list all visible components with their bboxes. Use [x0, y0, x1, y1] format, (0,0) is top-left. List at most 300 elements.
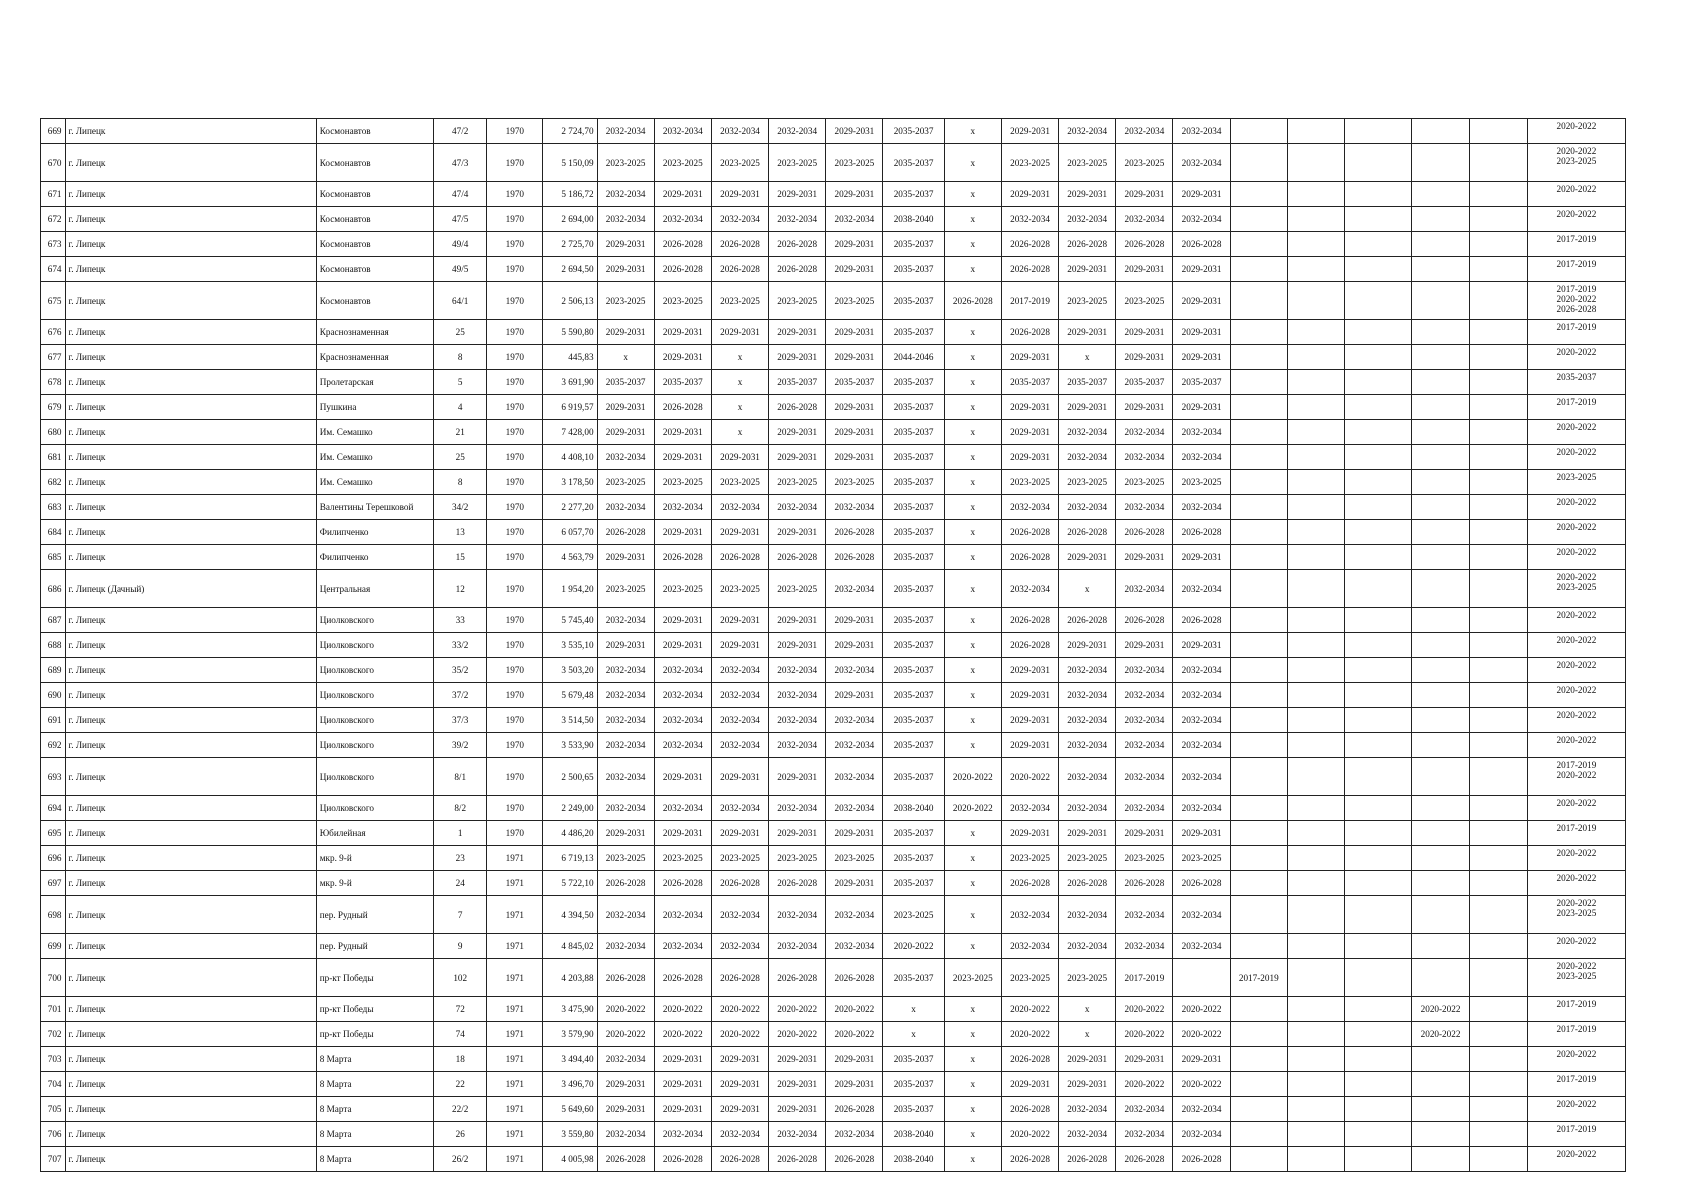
- row-number-cell: 696: [41, 846, 66, 871]
- period-cell: 2026-2028: [1059, 1147, 1116, 1172]
- row-number-cell: 682: [41, 470, 66, 495]
- area-cell: 5 679,48: [543, 683, 597, 708]
- house-number-cell: 15: [434, 545, 487, 570]
- row-number-cell: 704: [41, 1072, 66, 1097]
- actual-period-cell: 2020-2022: [1527, 445, 1625, 470]
- row-number-cell: 694: [41, 796, 66, 821]
- period-cell: [1469, 733, 1527, 758]
- period-cell: 2035-2037: [883, 282, 944, 320]
- period-cell: 2026-2028: [769, 232, 826, 257]
- period-cell: 2029-2031: [1001, 733, 1058, 758]
- period-cell: [1345, 846, 1412, 871]
- table-row: [41, 1097, 1626, 1122]
- house-number-cell: 37/3: [434, 708, 487, 733]
- period-cell: 2035-2037: [883, 257, 944, 282]
- period-cell: [1345, 821, 1412, 846]
- period-cell: [1345, 320, 1412, 345]
- row-number-cell: 674: [41, 257, 66, 282]
- actual-period-cell: 2020-2022: [1527, 796, 1625, 821]
- period-cell: [1412, 445, 1469, 470]
- period-cell: 2026-2028: [711, 1147, 768, 1172]
- table-row: [41, 708, 1626, 733]
- period-cell: [1287, 796, 1344, 821]
- period-cell: [1469, 821, 1527, 846]
- period-cell: 2035-2037: [883, 1072, 944, 1097]
- period-cell: 2026-2028: [769, 257, 826, 282]
- period-cell: [1287, 1147, 1344, 1172]
- period-cell: 2032-2034: [1059, 683, 1116, 708]
- area-cell: 3 535,10: [543, 633, 597, 658]
- house-number-cell: 26: [434, 1122, 487, 1147]
- year-cell: 1970: [487, 733, 543, 758]
- period-cell: [1412, 119, 1469, 144]
- period-cell: x: [944, 520, 1001, 545]
- table-row: [41, 144, 1626, 182]
- street-cell: пр-кт Победы: [316, 959, 433, 997]
- period-cell: 2032-2034: [1001, 934, 1058, 959]
- city-cell: г. Липецк: [65, 232, 316, 257]
- period-cell: [1345, 395, 1412, 420]
- period-cell: 2032-2034: [1173, 896, 1230, 934]
- period-cell: [1469, 708, 1527, 733]
- period-cell: 2032-2034: [826, 934, 883, 959]
- period-cell: 2029-2031: [711, 182, 768, 207]
- period-cell: 2026-2028: [826, 1097, 883, 1122]
- period-cell: 2035-2037: [883, 708, 944, 733]
- period-cell: 2029-2031: [1001, 395, 1058, 420]
- period-cell: 2032-2034: [654, 495, 711, 520]
- period-cell: 2035-2037: [1116, 370, 1173, 395]
- period-cell: 2029-2031: [826, 683, 883, 708]
- period-cell: 2017-2019: [1116, 959, 1173, 997]
- period-cell: 2029-2031: [654, 608, 711, 633]
- period-cell: [1469, 395, 1527, 420]
- year-cell: 1970: [487, 520, 543, 545]
- table-row: [41, 232, 1626, 257]
- period-cell: x: [1059, 570, 1116, 608]
- period-cell: 2035-2037: [1173, 370, 1230, 395]
- street-cell: 8 Марта: [316, 1147, 433, 1172]
- period-cell: [1469, 1072, 1527, 1097]
- period-cell: 2029-2031: [597, 420, 654, 445]
- period-cell: 2032-2034: [826, 896, 883, 934]
- period-cell: 2032-2034: [1116, 658, 1173, 683]
- period-cell: 2029-2031: [597, 545, 654, 570]
- period-cell: 2023-2025: [1001, 846, 1058, 871]
- period-cell: [1412, 282, 1469, 320]
- period-cell: [1230, 257, 1287, 282]
- period-cell: [1345, 733, 1412, 758]
- period-cell: 2029-2031: [1001, 420, 1058, 445]
- period-cell: 2032-2034: [711, 683, 768, 708]
- house-number-cell: 49/4: [434, 232, 487, 257]
- period-cell: 2035-2037: [1001, 370, 1058, 395]
- street-cell: Циолковского: [316, 608, 433, 633]
- period-cell: 2032-2034: [1116, 495, 1173, 520]
- period-cell: 2032-2034: [711, 733, 768, 758]
- period-cell: [1230, 495, 1287, 520]
- period-cell: 2026-2028: [711, 545, 768, 570]
- period-cell: [1287, 997, 1344, 1022]
- period-cell: 2029-2031: [1059, 633, 1116, 658]
- period-cell: 2029-2031: [597, 395, 654, 420]
- period-cell: [1287, 182, 1344, 207]
- house-number-cell: 37/2: [434, 683, 487, 708]
- street-cell: Космонавтов: [316, 182, 433, 207]
- city-cell: г. Липецк: [65, 1047, 316, 1072]
- year-cell: 1970: [487, 232, 543, 257]
- period-cell: 2032-2034: [769, 683, 826, 708]
- city-cell: г. Липецк: [65, 495, 316, 520]
- actual-period-cell: 2020-2022: [1527, 520, 1625, 545]
- city-cell: г. Липецк: [65, 207, 316, 232]
- table-row: [41, 658, 1626, 683]
- period-cell: 2023-2025: [1116, 144, 1173, 182]
- period-cell: 2032-2034: [654, 708, 711, 733]
- period-cell: [1345, 1097, 1412, 1122]
- street-cell: Космонавтов: [316, 257, 433, 282]
- period-cell: [1287, 708, 1344, 733]
- period-cell: 2035-2037: [883, 470, 944, 495]
- city-cell: г. Липецк: [65, 282, 316, 320]
- area-cell: 2 724,70: [543, 119, 597, 144]
- period-cell: [1345, 545, 1412, 570]
- period-cell: x: [944, 420, 1001, 445]
- period-cell: [1412, 345, 1469, 370]
- period-cell: x: [944, 232, 1001, 257]
- row-number-cell: 698: [41, 896, 66, 934]
- street-cell: Пролетарская: [316, 370, 433, 395]
- period-cell: [1345, 182, 1412, 207]
- period-cell: 2023-2025: [1001, 144, 1058, 182]
- period-cell: 2029-2031: [711, 520, 768, 545]
- period-cell: [1469, 959, 1527, 997]
- period-cell: [1469, 144, 1527, 182]
- period-cell: [1345, 144, 1412, 182]
- actual-period-cell: 2017-2019: [1527, 257, 1625, 282]
- period-cell: 2029-2031: [769, 320, 826, 345]
- city-cell: г. Липецк: [65, 520, 316, 545]
- period-cell: 2026-2028: [1173, 608, 1230, 633]
- period-cell: 2026-2028: [1001, 320, 1058, 345]
- period-cell: 2020-2022: [1173, 997, 1230, 1022]
- period-cell: 2032-2034: [1059, 445, 1116, 470]
- house-number-cell: 72: [434, 997, 487, 1022]
- period-cell: 2035-2037: [769, 370, 826, 395]
- period-cell: 2029-2031: [1059, 395, 1116, 420]
- house-number-cell: 64/1: [434, 282, 487, 320]
- period-cell: x: [711, 370, 768, 395]
- period-cell: 2032-2034: [654, 796, 711, 821]
- period-cell: [1412, 1072, 1469, 1097]
- period-cell: x: [944, 257, 1001, 282]
- period-cell: [1230, 796, 1287, 821]
- area-cell: 4 486,20: [543, 821, 597, 846]
- house-number-cell: 49/5: [434, 257, 487, 282]
- period-cell: [1287, 232, 1344, 257]
- row-number-cell: 697: [41, 871, 66, 896]
- period-cell: [1230, 232, 1287, 257]
- house-number-cell: 47/3: [434, 144, 487, 182]
- year-cell: 1970: [487, 758, 543, 796]
- period-cell: 2023-2025: [711, 570, 768, 608]
- table-row: [41, 320, 1626, 345]
- document-page: [40, 118, 1626, 1172]
- period-cell: [1412, 934, 1469, 959]
- period-cell: 2035-2037: [883, 495, 944, 520]
- actual-period-cell: 2017-2019: [1527, 997, 1625, 1022]
- period-cell: 2032-2034: [769, 495, 826, 520]
- period-cell: 2023-2025: [654, 144, 711, 182]
- period-cell: 2032-2034: [1173, 733, 1230, 758]
- area-cell: 3 691,90: [543, 370, 597, 395]
- year-cell: 1970: [487, 495, 543, 520]
- row-number-cell: 707: [41, 1147, 66, 1172]
- year-cell: 1971: [487, 1097, 543, 1122]
- table-row: [41, 1047, 1626, 1072]
- period-cell: [1287, 633, 1344, 658]
- period-cell: 2032-2034: [1173, 495, 1230, 520]
- period-cell: 2032-2034: [711, 658, 768, 683]
- period-cell: x: [944, 934, 1001, 959]
- year-cell: 1970: [487, 119, 543, 144]
- period-cell: x: [944, 608, 1001, 633]
- house-number-cell: 39/2: [434, 733, 487, 758]
- period-cell: 2020-2022: [944, 758, 1001, 796]
- period-cell: 2032-2034: [597, 119, 654, 144]
- period-cell: 2029-2031: [654, 445, 711, 470]
- period-cell: [1287, 1097, 1344, 1122]
- street-cell: Циолковского: [316, 758, 433, 796]
- row-number-cell: 693: [41, 758, 66, 796]
- street-cell: Космонавтов: [316, 144, 433, 182]
- period-cell: 2026-2028: [944, 282, 1001, 320]
- actual-period-cell: 2020-2022: [1527, 683, 1625, 708]
- street-cell: Им. Семашко: [316, 470, 433, 495]
- period-cell: 2023-2025: [1116, 282, 1173, 320]
- period-cell: 2020-2022: [1173, 1022, 1230, 1047]
- city-cell: г. Липецк: [65, 545, 316, 570]
- city-cell: г. Липецк: [65, 182, 316, 207]
- period-cell: 2035-2037: [883, 733, 944, 758]
- street-cell: Юбилейная: [316, 821, 433, 846]
- period-cell: 2038-2040: [883, 796, 944, 821]
- period-cell: 2035-2037: [883, 420, 944, 445]
- period-cell: [1230, 997, 1287, 1022]
- period-cell: 2044-2046: [883, 345, 944, 370]
- period-cell: 2029-2031: [826, 633, 883, 658]
- period-cell: 2035-2037: [883, 395, 944, 420]
- house-number-cell: 34/2: [434, 495, 487, 520]
- actual-period-cell: 2020-2022: [1527, 871, 1625, 896]
- period-cell: x: [944, 495, 1001, 520]
- period-cell: 2029-2031: [1059, 545, 1116, 570]
- period-cell: 2026-2028: [1116, 520, 1173, 545]
- period-cell: [1345, 758, 1412, 796]
- row-number-cell: 702: [41, 1022, 66, 1047]
- period-cell: [1412, 232, 1469, 257]
- period-cell: 2035-2037: [883, 959, 944, 997]
- period-cell: 2023-2025: [654, 470, 711, 495]
- area-cell: 1 954,20: [543, 570, 597, 608]
- table-row: [41, 520, 1626, 545]
- period-cell: [1469, 257, 1527, 282]
- street-cell: Космонавтов: [316, 282, 433, 320]
- actual-period-cell: 2035-2037: [1527, 370, 1625, 395]
- period-cell: [1469, 1047, 1527, 1072]
- city-cell: г. Липецк: [65, 896, 316, 934]
- period-cell: 2038-2040: [883, 1122, 944, 1147]
- period-cell: [1230, 144, 1287, 182]
- actual-period-cell: 2020-2022: [1527, 345, 1625, 370]
- period-cell: 2032-2034: [711, 495, 768, 520]
- period-cell: 2032-2034: [1173, 683, 1230, 708]
- year-cell: 1970: [487, 445, 543, 470]
- house-number-cell: 8: [434, 345, 487, 370]
- period-cell: x: [1059, 1022, 1116, 1047]
- period-cell: 2023-2025: [826, 144, 883, 182]
- period-cell: x: [944, 1097, 1001, 1122]
- row-number-cell: 703: [41, 1047, 66, 1072]
- period-cell: 2035-2037: [883, 1047, 944, 1072]
- actual-period-cell: 2020-2022: [1527, 545, 1625, 570]
- period-cell: [1230, 1022, 1287, 1047]
- period-cell: [1412, 182, 1469, 207]
- period-cell: 2023-2025: [1059, 144, 1116, 182]
- period-cell: [1469, 1147, 1527, 1172]
- period-cell: [1230, 846, 1287, 871]
- period-cell: 2029-2031: [826, 182, 883, 207]
- period-cell: [1287, 495, 1344, 520]
- actual-period-cell: 2017-2019: [1527, 1122, 1625, 1147]
- period-cell: 2029-2031: [769, 420, 826, 445]
- period-cell: 2029-2031: [826, 257, 883, 282]
- period-cell: 2032-2034: [826, 495, 883, 520]
- house-number-cell: 8: [434, 470, 487, 495]
- house-number-cell: 4: [434, 395, 487, 420]
- period-cell: [1469, 1122, 1527, 1147]
- period-cell: 2032-2034: [1116, 1122, 1173, 1147]
- period-cell: x: [883, 997, 944, 1022]
- actual-period-cell: 2020-2022 2023-2025: [1527, 570, 1625, 608]
- period-cell: 2020-2022: [1173, 1072, 1230, 1097]
- period-cell: [1230, 545, 1287, 570]
- period-cell: 2035-2037: [883, 821, 944, 846]
- period-cell: [1412, 633, 1469, 658]
- period-cell: 2029-2031: [711, 1047, 768, 1072]
- period-cell: 2032-2034: [1059, 708, 1116, 733]
- period-cell: 2029-2031: [711, 1097, 768, 1122]
- period-cell: 2035-2037: [826, 370, 883, 395]
- row-number-cell: 677: [41, 345, 66, 370]
- period-cell: 2032-2034: [1059, 119, 1116, 144]
- period-cell: [1412, 959, 1469, 997]
- period-cell: [1345, 232, 1412, 257]
- period-cell: 2032-2034: [1116, 796, 1173, 821]
- street-cell: Филипченко: [316, 545, 433, 570]
- period-cell: 2035-2037: [883, 545, 944, 570]
- period-cell: 2020-2022: [1001, 1122, 1058, 1147]
- house-number-cell: 22/2: [434, 1097, 487, 1122]
- period-cell: [1345, 1147, 1412, 1172]
- period-cell: 2026-2028: [1001, 1097, 1058, 1122]
- period-cell: [1469, 1097, 1527, 1122]
- period-cell: [1345, 420, 1412, 445]
- period-cell: 2029-2031: [654, 345, 711, 370]
- period-cell: 2023-2025: [1059, 846, 1116, 871]
- period-cell: 2029-2031: [769, 758, 826, 796]
- period-cell: 2020-2022: [1412, 997, 1469, 1022]
- period-cell: [1230, 1097, 1287, 1122]
- period-cell: [1345, 370, 1412, 395]
- period-cell: [1230, 420, 1287, 445]
- period-cell: 2029-2031: [1059, 821, 1116, 846]
- period-cell: 2020-2022: [1001, 1022, 1058, 1047]
- period-cell: [1412, 896, 1469, 934]
- street-cell: Краснознаменная: [316, 320, 433, 345]
- period-cell: 2023-2025: [711, 282, 768, 320]
- city-cell: г. Липецк: [65, 934, 316, 959]
- period-cell: 2035-2037: [883, 182, 944, 207]
- area-cell: 3 579,90: [543, 1022, 597, 1047]
- period-cell: 2029-2031: [1001, 119, 1058, 144]
- period-cell: 2032-2034: [654, 119, 711, 144]
- year-cell: 1971: [487, 1122, 543, 1147]
- period-cell: x: [944, 470, 1001, 495]
- city-cell: г. Липецк: [65, 144, 316, 182]
- period-cell: [1412, 846, 1469, 871]
- street-cell: Космонавтов: [316, 207, 433, 232]
- street-cell: Циолковского: [316, 796, 433, 821]
- period-cell: 2023-2025: [769, 144, 826, 182]
- actual-period-cell: 2020-2022: [1527, 1147, 1625, 1172]
- period-cell: 2029-2031: [711, 445, 768, 470]
- house-number-cell: 12: [434, 570, 487, 608]
- actual-period-cell: 2020-2022: [1527, 846, 1625, 871]
- period-cell: x: [597, 345, 654, 370]
- period-cell: 2035-2037: [883, 871, 944, 896]
- period-cell: [1287, 119, 1344, 144]
- table-row: [41, 420, 1626, 445]
- period-cell: 2029-2031: [1001, 658, 1058, 683]
- area-cell: 3 494,40: [543, 1047, 597, 1072]
- period-cell: 2023-2025: [654, 282, 711, 320]
- period-cell: 2026-2028: [1173, 520, 1230, 545]
- period-cell: x: [711, 420, 768, 445]
- period-cell: [1345, 119, 1412, 144]
- table-row: [41, 934, 1626, 959]
- period-cell: [1469, 320, 1527, 345]
- period-cell: 2023-2025: [769, 282, 826, 320]
- period-cell: 2020-2022: [1412, 1022, 1469, 1047]
- area-cell: 3 475,90: [543, 997, 597, 1022]
- area-cell: 3 559,80: [543, 1122, 597, 1147]
- period-cell: [1469, 1022, 1527, 1047]
- year-cell: 1970: [487, 821, 543, 846]
- city-cell: г. Липецк: [65, 345, 316, 370]
- period-cell: [1230, 470, 1287, 495]
- actual-period-cell: 2020-2022: [1527, 420, 1625, 445]
- period-cell: [1412, 758, 1469, 796]
- period-cell: 2029-2031: [1001, 821, 1058, 846]
- period-cell: [1287, 658, 1344, 683]
- period-cell: [1230, 345, 1287, 370]
- city-cell: г. Липецк: [65, 821, 316, 846]
- year-cell: 1971: [487, 997, 543, 1022]
- actual-period-cell: 2017-2019: [1527, 232, 1625, 257]
- period-cell: 2029-2031: [1173, 545, 1230, 570]
- period-cell: 2035-2037: [597, 370, 654, 395]
